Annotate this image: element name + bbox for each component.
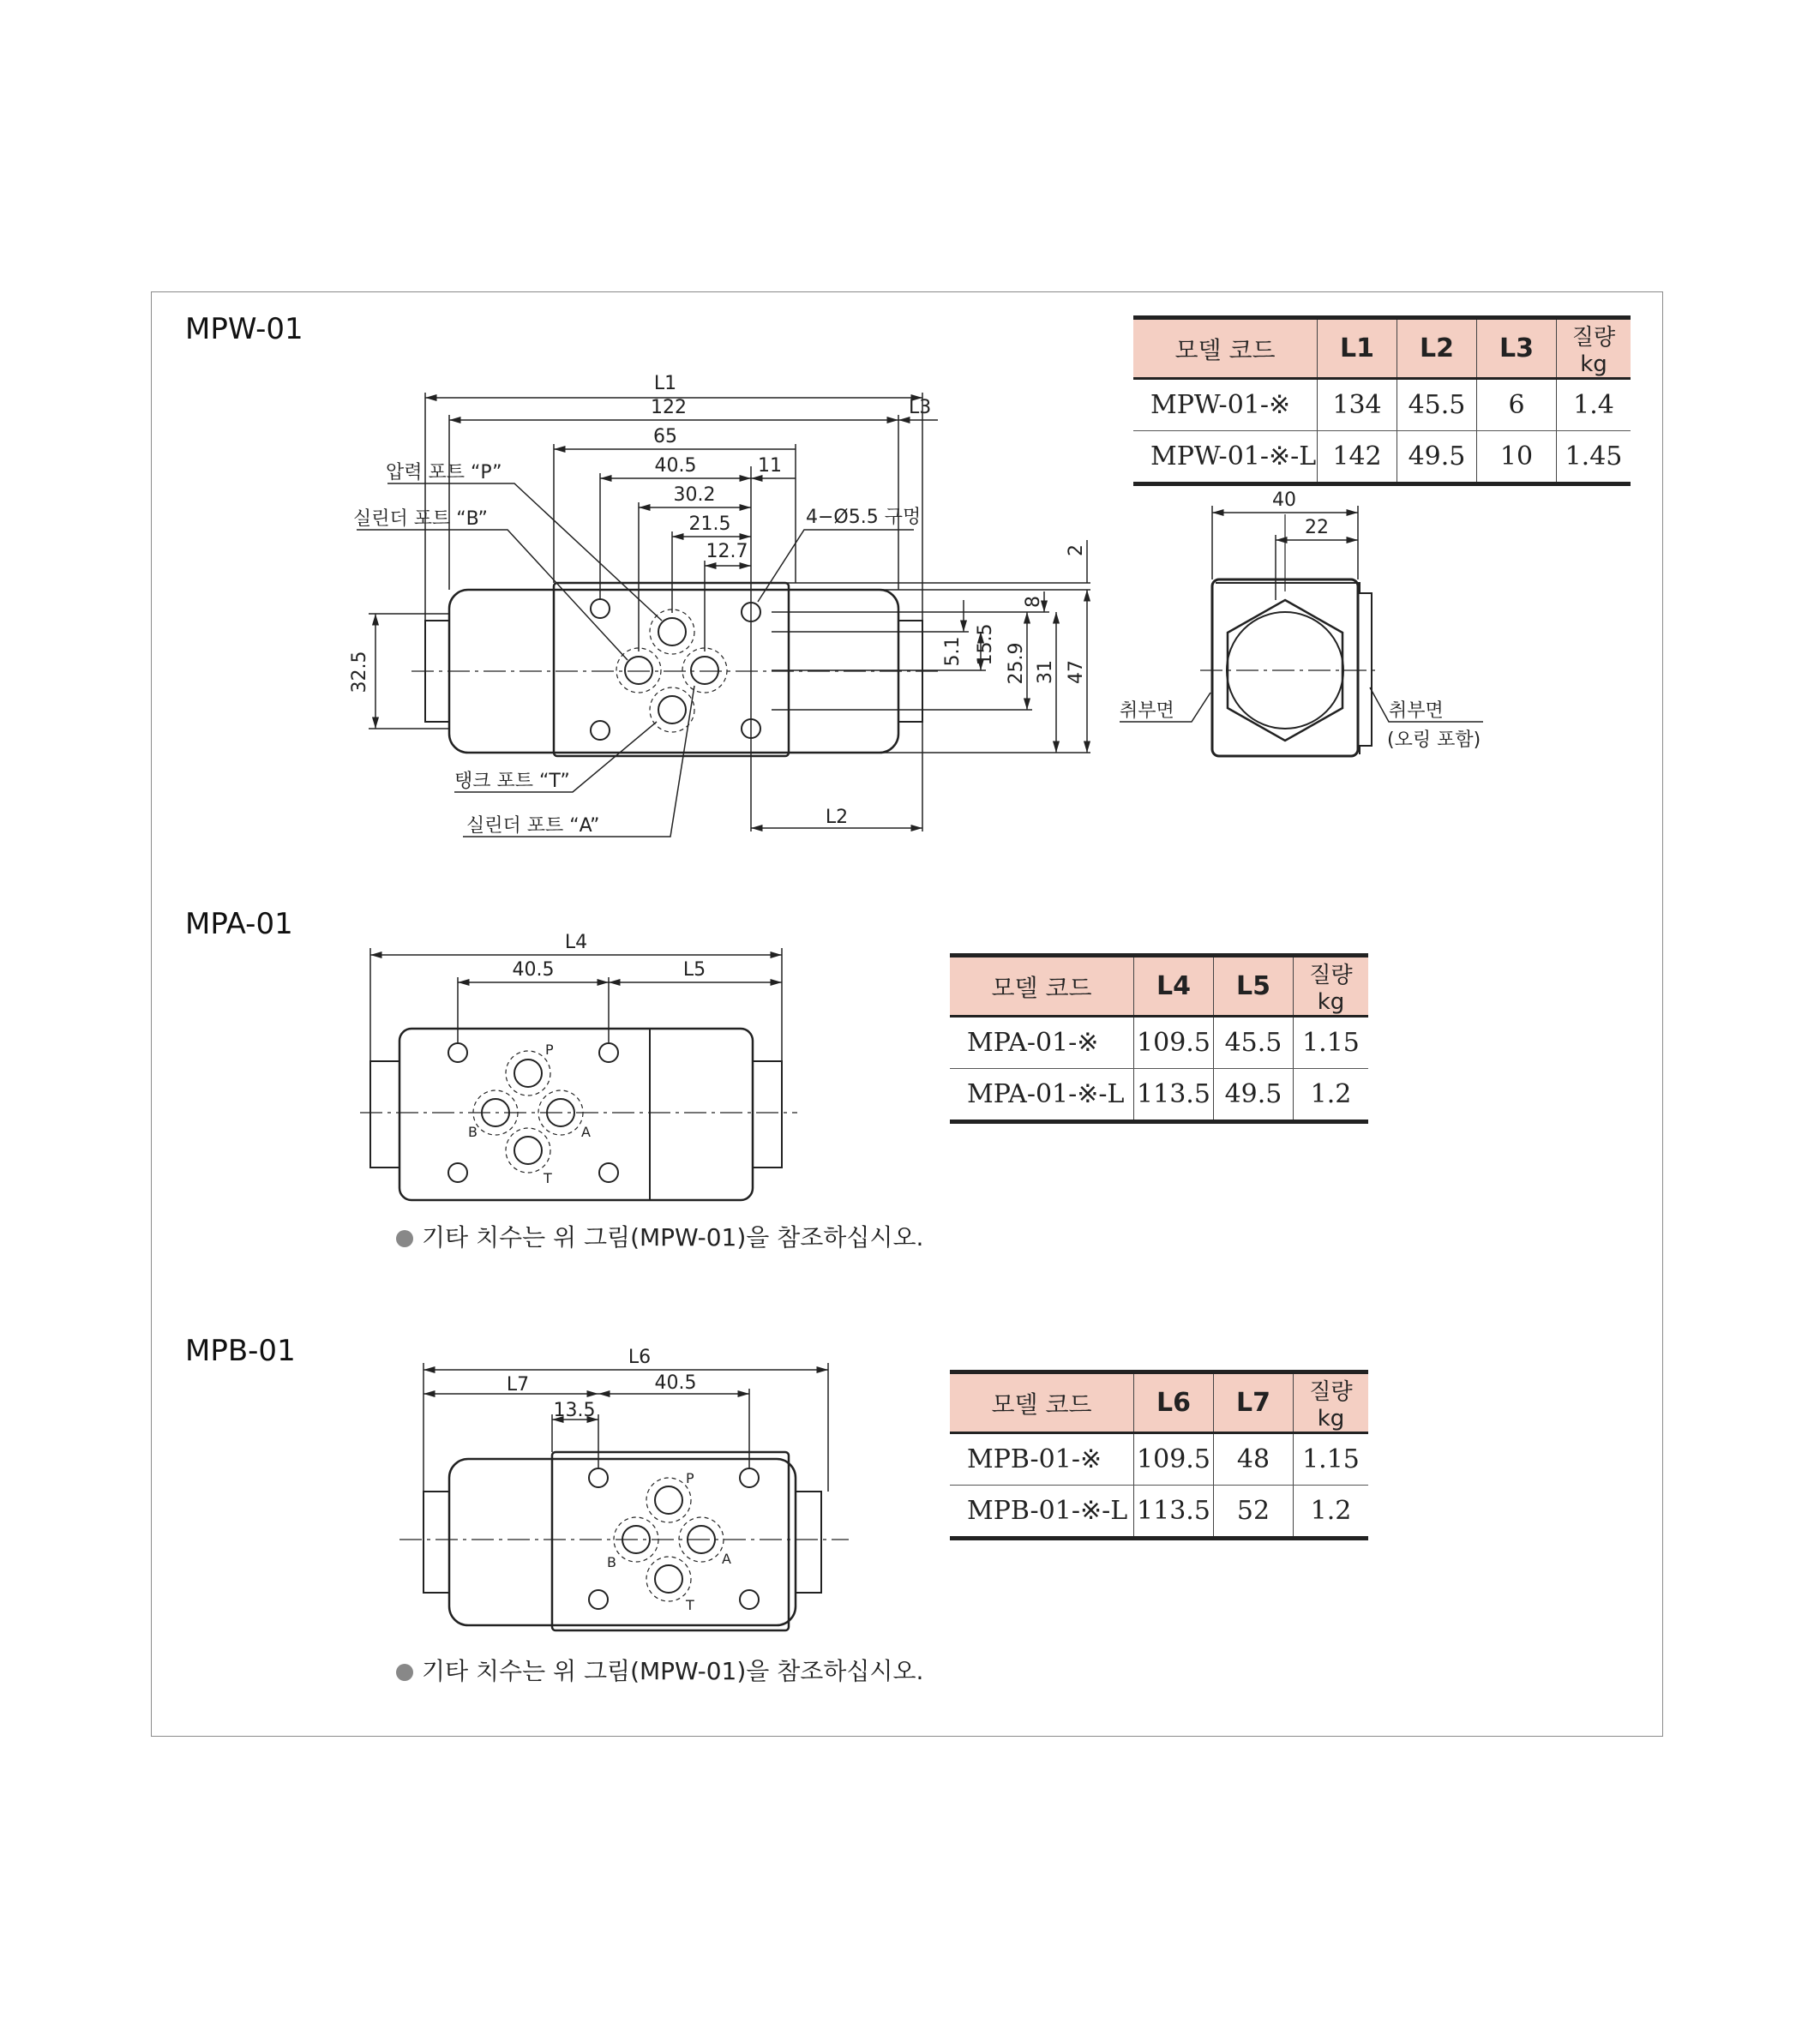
- cell-l3: 10: [1477, 431, 1557, 484]
- label-port-b: 실린더 포트 “B”: [353, 508, 488, 530]
- col-l7: L7: [1214, 1372, 1294, 1433]
- dim-l3: L3: [909, 397, 932, 418]
- dim-2: 2: [1066, 544, 1087, 556]
- mpw-port-a: [682, 648, 727, 693]
- mpa-note: [396, 1219, 923, 1253]
- dim-21-5: 21.5: [688, 513, 731, 535]
- col-model-code: 모델 코드: [950, 956, 1134, 1017]
- table-row: [950, 1486, 1368, 1539]
- cell-mass: 1.45: [1557, 431, 1631, 484]
- dim-15-5: 15.5: [975, 623, 996, 666]
- col-l1: L1: [1318, 318, 1397, 379]
- cell-l2: 49.5: [1397, 431, 1477, 484]
- mpw-title: MPW-01: [185, 312, 303, 346]
- cell-l2: 45.5: [1397, 379, 1477, 431]
- side-dim-40: 40: [1272, 489, 1296, 511]
- table-header-row: [1133, 318, 1631, 379]
- mpb-port-a: A: [722, 1551, 731, 1567]
- col-l5: L5: [1214, 956, 1294, 1017]
- mpw-side-view: [1200, 514, 1380, 756]
- cell-l6: 113.5: [1134, 1486, 1214, 1539]
- dim-65: 65: [653, 426, 677, 447]
- mpw-front-view: [411, 583, 943, 756]
- cell-model: MPA-01-※: [950, 1017, 1134, 1069]
- mpb-dim-13-5: 13.5: [553, 1400, 596, 1421]
- mpa-port-b: B: [468, 1124, 478, 1140]
- mpa-dim-40-5: 40.5: [512, 959, 555, 981]
- table-row: [1133, 379, 1631, 431]
- dim-122: 122: [651, 397, 687, 418]
- table-header-row: [950, 956, 1368, 1017]
- bullet-icon: [396, 1664, 413, 1681]
- dim-32-5: 32.5: [349, 651, 370, 693]
- cell-model: MPB-01-※: [950, 1433, 1134, 1486]
- mpb-dim-40-5: 40.5: [654, 1372, 697, 1394]
- mpw-hole: [591, 721, 610, 740]
- cell-model: MPW-01-※: [1133, 379, 1318, 431]
- mpa-port-p: P: [545, 1042, 554, 1058]
- mpa-dim-l4: L4: [564, 932, 588, 953]
- label-mount-right-note: (오링 포함): [1387, 729, 1481, 751]
- bullet-icon: [396, 1230, 413, 1247]
- cell-mass: 1.15: [1294, 1017, 1369, 1069]
- table-row: [950, 1017, 1368, 1069]
- table-row: [950, 1069, 1368, 1122]
- dim-5-1: 5.1: [942, 636, 964, 667]
- cell-model: MPA-01-※-L: [950, 1069, 1134, 1122]
- dim-25-9: 25.9: [1006, 642, 1027, 685]
- cell-mass: 1.4: [1557, 379, 1631, 431]
- label-mount-right: 취부면: [1389, 700, 1444, 722]
- table-header-row: [950, 1372, 1368, 1433]
- cell-model: MPW-01-※-L: [1133, 431, 1318, 484]
- col-mass: 질량 kg: [1294, 956, 1369, 1017]
- label-port-p: 압력 포트 “P”: [386, 462, 502, 483]
- dim-l2: L2: [825, 807, 849, 828]
- dim-l1: L1: [653, 373, 677, 394]
- dim-8: 8: [1023, 596, 1044, 608]
- cell-model: MPB-01-※-L: [950, 1486, 1134, 1539]
- dim-47: 47: [1066, 660, 1087, 684]
- dim-31: 31: [1035, 660, 1056, 684]
- cell-mass: 1.15: [1294, 1433, 1369, 1486]
- cell-l1: 142: [1318, 431, 1397, 484]
- cell-l4: 109.5: [1134, 1017, 1214, 1069]
- cell-l1: 134: [1318, 379, 1397, 431]
- mpa-spec-table: [950, 953, 1368, 1124]
- mpa-dimensions: [370, 948, 782, 1061]
- dim-11: 11: [758, 455, 782, 477]
- mpb-title: MPB-01: [185, 1334, 296, 1368]
- mpb-port-p: P: [686, 1470, 694, 1486]
- cell-l5: 49.5: [1214, 1069, 1294, 1122]
- mpb-note-text: 기타 치수는 위 그림(MPW-01)을 참조하십시오.: [422, 1657, 924, 1685]
- cell-l5: 45.5: [1214, 1017, 1294, 1069]
- mpb-front-view: [399, 1452, 849, 1630]
- label-port-a: 실린더 포트 “A”: [466, 815, 600, 837]
- mpa-dim-l5: L5: [682, 959, 706, 981]
- dim-40-5: 40.5: [654, 455, 697, 477]
- mpa-title: MPA-01: [185, 907, 293, 941]
- cell-l6: 109.5: [1134, 1433, 1214, 1486]
- cell-l3: 6: [1477, 379, 1557, 431]
- cell-mass: 1.2: [1294, 1486, 1369, 1539]
- col-l4: L4: [1134, 956, 1214, 1017]
- mpw-spec-table: [1133, 315, 1631, 486]
- mpb-port-b: B: [607, 1554, 616, 1570]
- label-holes: 4−Ø5.5 구멍: [806, 507, 922, 528]
- dim-30-2: 30.2: [673, 484, 716, 506]
- mpw-center-plate: [554, 583, 789, 756]
- cell-l7: 48: [1214, 1433, 1294, 1486]
- mpb-dimensions: [423, 1363, 828, 1492]
- cell-l4: 113.5: [1134, 1069, 1214, 1122]
- side-dim-22: 22: [1305, 517, 1329, 538]
- col-mass: 질량 kg: [1557, 318, 1631, 379]
- mpb-dim-l7: L7: [506, 1374, 530, 1396]
- label-mount-left: 취부면: [1120, 700, 1174, 722]
- mpb-note: [396, 1653, 923, 1687]
- mpa-note-text: 기타 치수는 위 그림(MPW-01)을 참조하십시오.: [422, 1223, 924, 1252]
- mpb-port-t: T: [686, 1597, 694, 1613]
- col-l3: L3: [1477, 318, 1557, 379]
- mpw-hole: [591, 599, 610, 618]
- mpa-port-a: A: [581, 1124, 591, 1140]
- col-model-code: 모델 코드: [1133, 318, 1318, 379]
- dim-12-7: 12.7: [706, 541, 748, 562]
- cell-l7: 52: [1214, 1486, 1294, 1539]
- col-l2: L2: [1397, 318, 1477, 379]
- cell-mass: 1.2: [1294, 1069, 1369, 1122]
- mpb-dim-l6: L6: [628, 1347, 652, 1368]
- col-l6: L6: [1134, 1372, 1214, 1433]
- col-model-code: 모델 코드: [950, 1372, 1134, 1433]
- table-row: [950, 1433, 1368, 1486]
- mpa-port-t: T: [544, 1170, 552, 1186]
- mpb-spec-table: [950, 1370, 1368, 1540]
- table-row: [1133, 431, 1631, 484]
- label-port-t: 탱크 포트 “T”: [454, 771, 570, 792]
- mpa-front-view: [360, 1029, 797, 1200]
- col-mass: 질량 kg: [1294, 1372, 1369, 1433]
